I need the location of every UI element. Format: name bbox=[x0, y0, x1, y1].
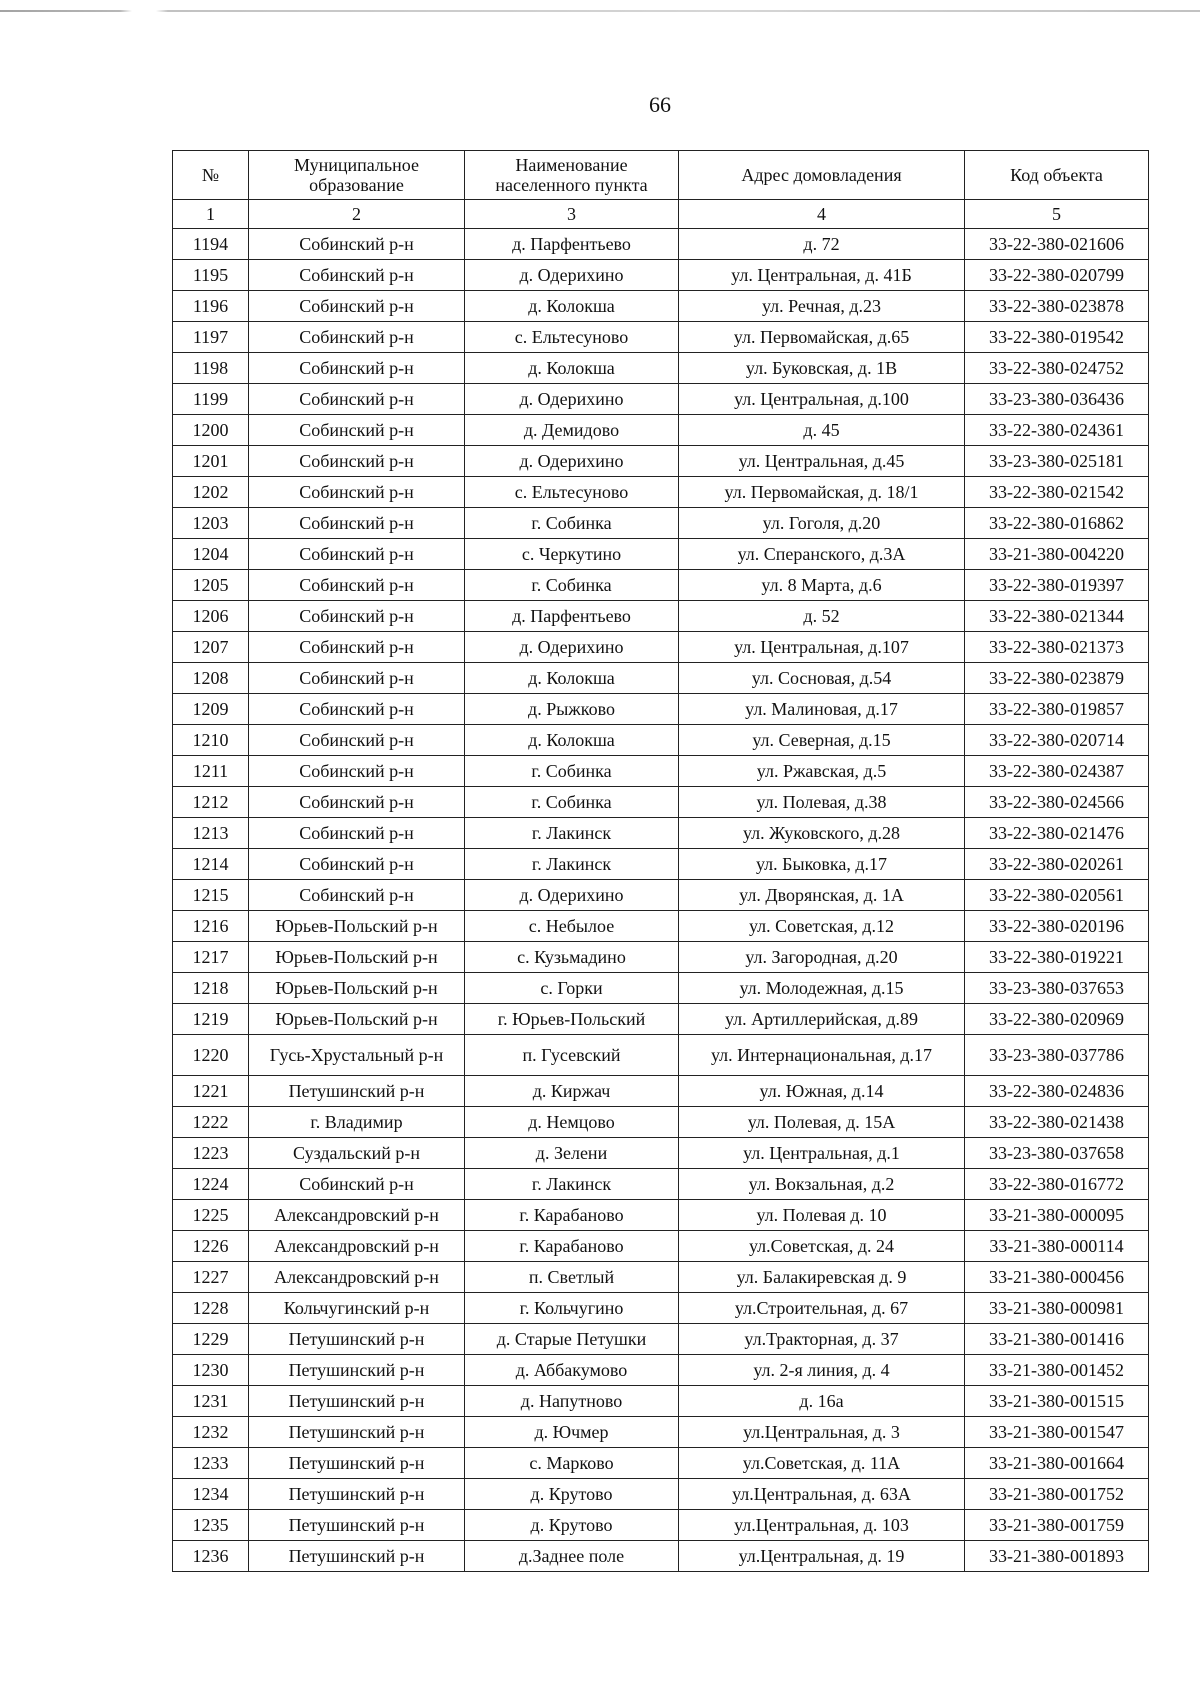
table-row bbox=[173, 508, 1149, 539]
row-number: 1230 bbox=[173, 1355, 249, 1386]
column-number: 1 bbox=[173, 200, 249, 229]
row-number: 1200 bbox=[173, 415, 249, 446]
row-number: 1214 bbox=[173, 849, 249, 880]
object-code-cell: 33-22-380-021542 bbox=[965, 477, 1149, 508]
municipality-cell: г. Владимир bbox=[249, 1107, 465, 1138]
settlement-cell: д. Колокша bbox=[465, 353, 679, 384]
table-row bbox=[173, 942, 1149, 973]
table-header bbox=[173, 151, 1149, 229]
address-cell: ул.Центральная, д. 3 bbox=[679, 1417, 965, 1448]
address-cell: ул. Сосновая, д.54 bbox=[679, 663, 965, 694]
row-number: 1227 bbox=[173, 1262, 249, 1293]
object-code-cell: 33-21-380-001515 bbox=[965, 1386, 1149, 1417]
settlement-cell: г. Лакинск bbox=[465, 1169, 679, 1200]
settlement-cell: д. Колокша bbox=[465, 725, 679, 756]
settlement-cell: с. Черкутино bbox=[465, 539, 679, 570]
row-number: 1198 bbox=[173, 353, 249, 384]
address-cell: ул. Гоголя, д.20 bbox=[679, 508, 965, 539]
row-number: 1210 bbox=[173, 725, 249, 756]
table-row bbox=[173, 787, 1149, 818]
object-code-cell: 33-21-380-000114 bbox=[965, 1231, 1149, 1262]
object-code-cell: 33-21-380-001752 bbox=[965, 1479, 1149, 1510]
settlement-cell: г. Собинка bbox=[465, 756, 679, 787]
settlement-cell: с. Марково bbox=[465, 1448, 679, 1479]
municipality-cell: Собинский р-н bbox=[249, 353, 465, 384]
object-code-cell: 33-21-380-001416 bbox=[965, 1324, 1149, 1355]
object-code-cell: 33-22-380-020969 bbox=[965, 1004, 1149, 1035]
table-row bbox=[173, 353, 1149, 384]
address-cell: ул. Дворянская, д. 1А bbox=[679, 880, 965, 911]
settlement-cell: д. Одерихино bbox=[465, 880, 679, 911]
header-settlement: Наименование населенного пункта bbox=[465, 151, 679, 200]
settlement-cell: д. Одерихино bbox=[465, 260, 679, 291]
settlement-cell: г. Собинка bbox=[465, 508, 679, 539]
table-row bbox=[173, 1510, 1149, 1541]
row-number: 1208 bbox=[173, 663, 249, 694]
row-number: 1225 bbox=[173, 1200, 249, 1231]
object-code-cell: 33-22-380-021373 bbox=[965, 632, 1149, 663]
row-number: 1220 bbox=[173, 1035, 249, 1076]
settlement-cell: п. Гусевский bbox=[465, 1035, 679, 1076]
row-number: 1199 bbox=[173, 384, 249, 415]
object-code-cell: 33-23-380-037653 bbox=[965, 973, 1149, 1004]
header-municipality: Муниципальное образование bbox=[249, 151, 465, 200]
row-number: 1221 bbox=[173, 1076, 249, 1107]
table-row bbox=[173, 1138, 1149, 1169]
municipality-cell: Гусь-Хрустальный р-н bbox=[249, 1035, 465, 1076]
settlement-cell: д. Старые Петушки bbox=[465, 1324, 679, 1355]
address-cell: ул. Первомайская, д. 18/1 bbox=[679, 477, 965, 508]
address-cell: д. 45 bbox=[679, 415, 965, 446]
table-row bbox=[173, 1035, 1149, 1076]
settlement-cell: г. Собинка bbox=[465, 570, 679, 601]
address-cell: ул. Советская, д.12 bbox=[679, 911, 965, 942]
column-number: 4 bbox=[679, 200, 965, 229]
address-cell: ул. Балакиревская д. 9 bbox=[679, 1262, 965, 1293]
settlement-cell: д. Крутово bbox=[465, 1510, 679, 1541]
object-code-cell: 33-22-380-021344 bbox=[965, 601, 1149, 632]
table-row bbox=[173, 415, 1149, 446]
row-number: 1231 bbox=[173, 1386, 249, 1417]
object-code-cell: 33-22-380-024361 bbox=[965, 415, 1149, 446]
table-row bbox=[173, 880, 1149, 911]
object-code-cell: 33-22-380-024387 bbox=[965, 756, 1149, 787]
table-row bbox=[173, 1541, 1149, 1572]
row-number: 1218 bbox=[173, 973, 249, 1004]
settlement-cell: д. Крутово bbox=[465, 1479, 679, 1510]
table-row bbox=[173, 1479, 1149, 1510]
address-cell: ул. 8 Марта, д.6 bbox=[679, 570, 965, 601]
municipality-cell: Юрьев-Польский р-н bbox=[249, 942, 465, 973]
address-cell: ул. Северная, д.15 bbox=[679, 725, 965, 756]
table-row bbox=[173, 756, 1149, 787]
address-cell: ул.Центральная, д. 103 bbox=[679, 1510, 965, 1541]
settlement-cell: г. Карабаново bbox=[465, 1200, 679, 1231]
address-cell: ул. 2-я линия, д. 4 bbox=[679, 1355, 965, 1386]
object-code-cell: 33-21-380-001759 bbox=[965, 1510, 1149, 1541]
object-code-cell: 33-23-380-025181 bbox=[965, 446, 1149, 477]
object-code-cell: 33-22-380-020799 bbox=[965, 260, 1149, 291]
address-cell: ул. Центральная, д. 41Б bbox=[679, 260, 965, 291]
table-row bbox=[173, 1293, 1149, 1324]
settlement-cell: п. Светлый bbox=[465, 1262, 679, 1293]
municipality-cell: Петушинский р-н bbox=[249, 1324, 465, 1355]
object-code-cell: 33-21-380-000095 bbox=[965, 1200, 1149, 1231]
column-number: 3 bbox=[465, 200, 679, 229]
object-code-cell: 33-22-380-021606 bbox=[965, 229, 1149, 260]
address-cell: ул.Советская, д. 11А bbox=[679, 1448, 965, 1479]
object-code-cell: 33-22-380-023879 bbox=[965, 663, 1149, 694]
table-row bbox=[173, 1200, 1149, 1231]
row-number: 1195 bbox=[173, 260, 249, 291]
row-number: 1206 bbox=[173, 601, 249, 632]
municipality-cell: Александровский р-н bbox=[249, 1231, 465, 1262]
municipality-cell: Петушинский р-н bbox=[249, 1386, 465, 1417]
row-number: 1232 bbox=[173, 1417, 249, 1448]
table-row bbox=[173, 663, 1149, 694]
municipality-cell: Собинский р-н bbox=[249, 849, 465, 880]
object-code-cell: 33-23-380-036436 bbox=[965, 384, 1149, 415]
municipality-cell: Юрьев-Польский р-н bbox=[249, 911, 465, 942]
row-number: 1223 bbox=[173, 1138, 249, 1169]
settlement-cell: с. Кузьмадино bbox=[465, 942, 679, 973]
address-cell: ул. Малиновая, д.17 bbox=[679, 694, 965, 725]
municipality-cell: Кольчугинский р-н bbox=[249, 1293, 465, 1324]
object-code-cell: 33-22-380-019542 bbox=[965, 322, 1149, 353]
table-row bbox=[173, 1417, 1149, 1448]
municipality-cell: Александровский р-н bbox=[249, 1262, 465, 1293]
municipality-cell: Петушинский р-н bbox=[249, 1448, 465, 1479]
table-row bbox=[173, 1448, 1149, 1479]
address-cell: ул. Интернациональная, д.17 bbox=[679, 1035, 965, 1076]
address-cell: ул. Жуковского, д.28 bbox=[679, 818, 965, 849]
table-row bbox=[173, 632, 1149, 663]
object-code-cell: 33-22-380-019397 bbox=[965, 570, 1149, 601]
municipality-cell: Собинский р-н bbox=[249, 446, 465, 477]
address-cell: ул. Буковская, д. 1В bbox=[679, 353, 965, 384]
row-number: 1219 bbox=[173, 1004, 249, 1035]
address-cell: ул. Полевая, д. 15А bbox=[679, 1107, 965, 1138]
address-cell: ул. Центральная, д.100 bbox=[679, 384, 965, 415]
table-row bbox=[173, 818, 1149, 849]
settlement-cell: д. Парфентьево bbox=[465, 229, 679, 260]
table-row bbox=[173, 1076, 1149, 1107]
settlement-cell: с. Ельтесуново bbox=[465, 477, 679, 508]
municipality-cell: Собинский р-н bbox=[249, 229, 465, 260]
municipality-cell: Собинский р-н bbox=[249, 663, 465, 694]
object-code-cell: 33-21-380-001893 bbox=[965, 1541, 1149, 1572]
row-number: 1205 bbox=[173, 570, 249, 601]
table-row bbox=[173, 849, 1149, 880]
municipality-cell: Петушинский р-н bbox=[249, 1479, 465, 1510]
settlement-cell: с. Горки bbox=[465, 973, 679, 1004]
address-cell: ул. Южная, д.14 bbox=[679, 1076, 965, 1107]
address-cell: ул. Быковка, д.17 bbox=[679, 849, 965, 880]
table-row bbox=[173, 477, 1149, 508]
municipality-cell: Собинский р-н bbox=[249, 477, 465, 508]
municipality-cell: Петушинский р-н bbox=[249, 1355, 465, 1386]
row-number: 1209 bbox=[173, 694, 249, 725]
municipality-cell: Собинский р-н bbox=[249, 570, 465, 601]
row-number: 1235 bbox=[173, 1510, 249, 1541]
settlement-cell: д. Одерихино bbox=[465, 632, 679, 663]
header-row bbox=[173, 151, 1149, 200]
object-code-cell: 33-23-380-037786 bbox=[965, 1035, 1149, 1076]
settlement-cell: д. Парфентьево bbox=[465, 601, 679, 632]
settlement-cell: д. Демидово bbox=[465, 415, 679, 446]
address-cell: д. 72 bbox=[679, 229, 965, 260]
table-row bbox=[173, 322, 1149, 353]
row-number: 1213 bbox=[173, 818, 249, 849]
row-number: 1234 bbox=[173, 1479, 249, 1510]
column-number-row bbox=[173, 200, 1149, 229]
object-code-cell: 33-22-380-021476 bbox=[965, 818, 1149, 849]
settlement-cell: д. Зелени bbox=[465, 1138, 679, 1169]
municipality-cell: Суздальский р-н bbox=[249, 1138, 465, 1169]
table-row bbox=[173, 973, 1149, 1004]
settlement-cell: с. Небылое bbox=[465, 911, 679, 942]
address-cell: ул. Сперанского, д.3А bbox=[679, 539, 965, 570]
municipality-cell: Собинский р-н bbox=[249, 725, 465, 756]
address-cell: ул.Тракторная, д. 37 bbox=[679, 1324, 965, 1355]
object-code-cell: 33-22-380-020196 bbox=[965, 911, 1149, 942]
scan-edge-line bbox=[0, 10, 1200, 12]
municipality-cell: Собинский р-н bbox=[249, 1169, 465, 1200]
settlement-cell: д.Заднее поле bbox=[465, 1541, 679, 1572]
address-cell: ул. Вокзальная, д.2 bbox=[679, 1169, 965, 1200]
address-cell: ул. Речная, д.23 bbox=[679, 291, 965, 322]
table-row bbox=[173, 1004, 1149, 1035]
municipality-cell: Собинский р-н bbox=[249, 694, 465, 725]
object-code-cell: 33-22-380-016772 bbox=[965, 1169, 1149, 1200]
municipality-cell: Петушинский р-н bbox=[249, 1510, 465, 1541]
object-code-cell: 33-22-380-021438 bbox=[965, 1107, 1149, 1138]
row-number: 1196 bbox=[173, 291, 249, 322]
row-number: 1202 bbox=[173, 477, 249, 508]
header-object-code: Код объекта bbox=[965, 151, 1149, 200]
object-code-cell: 33-21-380-000456 bbox=[965, 1262, 1149, 1293]
object-code-cell: 33-23-380-037658 bbox=[965, 1138, 1149, 1169]
municipality-cell: Собинский р-н bbox=[249, 539, 465, 570]
table-row bbox=[173, 539, 1149, 570]
settlement-cell: д. Ючмер bbox=[465, 1417, 679, 1448]
settlement-cell: г. Лакинск bbox=[465, 849, 679, 880]
object-code-cell: 33-21-380-001547 bbox=[965, 1417, 1149, 1448]
object-code-cell: 33-22-380-019221 bbox=[965, 942, 1149, 973]
municipality-cell: Собинский р-н bbox=[249, 384, 465, 415]
table-row bbox=[173, 291, 1149, 322]
address-cell: ул. Загородная, д.20 bbox=[679, 942, 965, 973]
municipality-cell: Собинский р-н bbox=[249, 415, 465, 446]
object-code-cell: 33-22-380-016862 bbox=[965, 508, 1149, 539]
municipality-cell: Петушинский р-н bbox=[249, 1076, 465, 1107]
row-number: 1204 bbox=[173, 539, 249, 570]
row-number: 1194 bbox=[173, 229, 249, 260]
table-row bbox=[173, 1169, 1149, 1200]
address-cell: ул. Центральная, д.1 bbox=[679, 1138, 965, 1169]
settlement-cell: д. Одерихино bbox=[465, 446, 679, 477]
object-code-cell: 33-22-380-020261 bbox=[965, 849, 1149, 880]
table-row bbox=[173, 260, 1149, 291]
settlement-cell: г. Собинка bbox=[465, 787, 679, 818]
row-number: 1203 bbox=[173, 508, 249, 539]
settlement-cell: д. Колокша bbox=[465, 663, 679, 694]
municipality-cell: Петушинский р-н bbox=[249, 1541, 465, 1572]
row-number: 1215 bbox=[173, 880, 249, 911]
column-number: 5 bbox=[965, 200, 1149, 229]
address-cell: д. 16а bbox=[679, 1386, 965, 1417]
row-number: 1228 bbox=[173, 1293, 249, 1324]
municipality-cell: Собинский р-н bbox=[249, 601, 465, 632]
municipality-cell: Собинский р-н bbox=[249, 322, 465, 353]
row-number: 1212 bbox=[173, 787, 249, 818]
settlement-cell: д. Рыжково bbox=[465, 694, 679, 725]
table-row bbox=[173, 446, 1149, 477]
row-number: 1217 bbox=[173, 942, 249, 973]
address-cell: ул. Ржавская, д.5 bbox=[679, 756, 965, 787]
header-address: Адрес домовладения bbox=[679, 151, 965, 200]
page-number: 66 bbox=[649, 92, 671, 117]
settlement-cell: г. Кольчугино bbox=[465, 1293, 679, 1324]
address-cell: ул. Центральная, д.45 bbox=[679, 446, 965, 477]
object-code-cell: 33-21-380-004220 bbox=[965, 539, 1149, 570]
object-code-cell: 33-22-380-024566 bbox=[965, 787, 1149, 818]
address-cell: ул.Советская, д. 24 bbox=[679, 1231, 965, 1262]
row-number: 1236 bbox=[173, 1541, 249, 1572]
table-row bbox=[173, 725, 1149, 756]
table-row bbox=[173, 1324, 1149, 1355]
object-code-cell: 33-21-380-001452 bbox=[965, 1355, 1149, 1386]
row-number: 1207 bbox=[173, 632, 249, 663]
table-row bbox=[173, 229, 1149, 260]
table-row bbox=[173, 1107, 1149, 1138]
object-code-cell: 33-22-380-024836 bbox=[965, 1076, 1149, 1107]
address-cell: ул.Центральная, д. 63А bbox=[679, 1479, 965, 1510]
object-code-cell: 33-22-380-023878 bbox=[965, 291, 1149, 322]
settlement-cell: д. Одерихино bbox=[465, 384, 679, 415]
row-number: 1201 bbox=[173, 446, 249, 477]
object-code-cell: 33-22-380-024752 bbox=[965, 353, 1149, 384]
municipality-cell: Собинский р-н bbox=[249, 787, 465, 818]
table-row bbox=[173, 1262, 1149, 1293]
column-number: 2 bbox=[249, 200, 465, 229]
address-cell: д. 52 bbox=[679, 601, 965, 632]
object-code-cell: 33-22-380-020561 bbox=[965, 880, 1149, 911]
address-cell: ул. Центральная, д.107 bbox=[679, 632, 965, 663]
municipality-cell: Юрьев-Польский р-н bbox=[249, 1004, 465, 1035]
row-number: 1222 bbox=[173, 1107, 249, 1138]
municipality-cell: Собинский р-н bbox=[249, 632, 465, 663]
municipality-cell: Собинский р-н bbox=[249, 508, 465, 539]
table-row bbox=[173, 1355, 1149, 1386]
object-code-cell: 33-22-380-020714 bbox=[965, 725, 1149, 756]
table-row bbox=[173, 384, 1149, 415]
settlement-cell: д. Аббакумово bbox=[465, 1355, 679, 1386]
municipality-cell: Собинский р-н bbox=[249, 756, 465, 787]
table-row bbox=[173, 1231, 1149, 1262]
table-row bbox=[173, 570, 1149, 601]
settlement-cell: г. Юрьев-Польский bbox=[465, 1004, 679, 1035]
municipality-cell: Александровский р-н bbox=[249, 1200, 465, 1231]
settlement-cell: д. Напутново bbox=[465, 1386, 679, 1417]
table-row bbox=[173, 694, 1149, 725]
row-number: 1224 bbox=[173, 1169, 249, 1200]
municipality-cell: Юрьев-Польский р-н bbox=[249, 973, 465, 1004]
address-cell: ул.Строительная, д. 67 bbox=[679, 1293, 965, 1324]
row-number: 1197 bbox=[173, 322, 249, 353]
municipality-cell: Собинский р-н bbox=[249, 291, 465, 322]
municipality-cell: Собинский р-н bbox=[249, 880, 465, 911]
address-cell: ул. Полевая, д.38 bbox=[679, 787, 965, 818]
table-body bbox=[173, 229, 1149, 1572]
address-cell: ул. Молодежная, д.15 bbox=[679, 973, 965, 1004]
table-row bbox=[173, 1386, 1149, 1417]
municipality-cell: Петушинский р-н bbox=[249, 1417, 465, 1448]
municipality-cell: Собинский р-н bbox=[249, 818, 465, 849]
object-code-cell: 33-21-380-001664 bbox=[965, 1448, 1149, 1479]
header-number: № bbox=[173, 151, 249, 200]
municipality-cell: Собинский р-н bbox=[249, 260, 465, 291]
settlement-cell: д. Киржач bbox=[465, 1076, 679, 1107]
settlement-cell: д. Колокша bbox=[465, 291, 679, 322]
address-cell: ул. Первомайская, д.65 bbox=[679, 322, 965, 353]
row-number: 1211 bbox=[173, 756, 249, 787]
row-number: 1229 bbox=[173, 1324, 249, 1355]
row-number: 1226 bbox=[173, 1231, 249, 1262]
address-cell: ул. Артиллерийская, д.89 bbox=[679, 1004, 965, 1035]
object-code-cell: 33-22-380-019857 bbox=[965, 694, 1149, 725]
address-cell: ул. Полевая д. 10 bbox=[679, 1200, 965, 1231]
settlement-cell: г. Карабаново bbox=[465, 1231, 679, 1262]
table-row bbox=[173, 601, 1149, 632]
registry-table bbox=[172, 150, 1149, 1572]
settlement-cell: с. Ельтесуново bbox=[465, 322, 679, 353]
row-number: 1216 bbox=[173, 911, 249, 942]
settlement-cell: г. Лакинск bbox=[465, 818, 679, 849]
address-cell: ул.Центральная, д. 19 bbox=[679, 1541, 965, 1572]
table-row bbox=[173, 911, 1149, 942]
settlement-cell: д. Немцово bbox=[465, 1107, 679, 1138]
row-number: 1233 bbox=[173, 1448, 249, 1479]
object-code-cell: 33-21-380-000981 bbox=[965, 1293, 1149, 1324]
